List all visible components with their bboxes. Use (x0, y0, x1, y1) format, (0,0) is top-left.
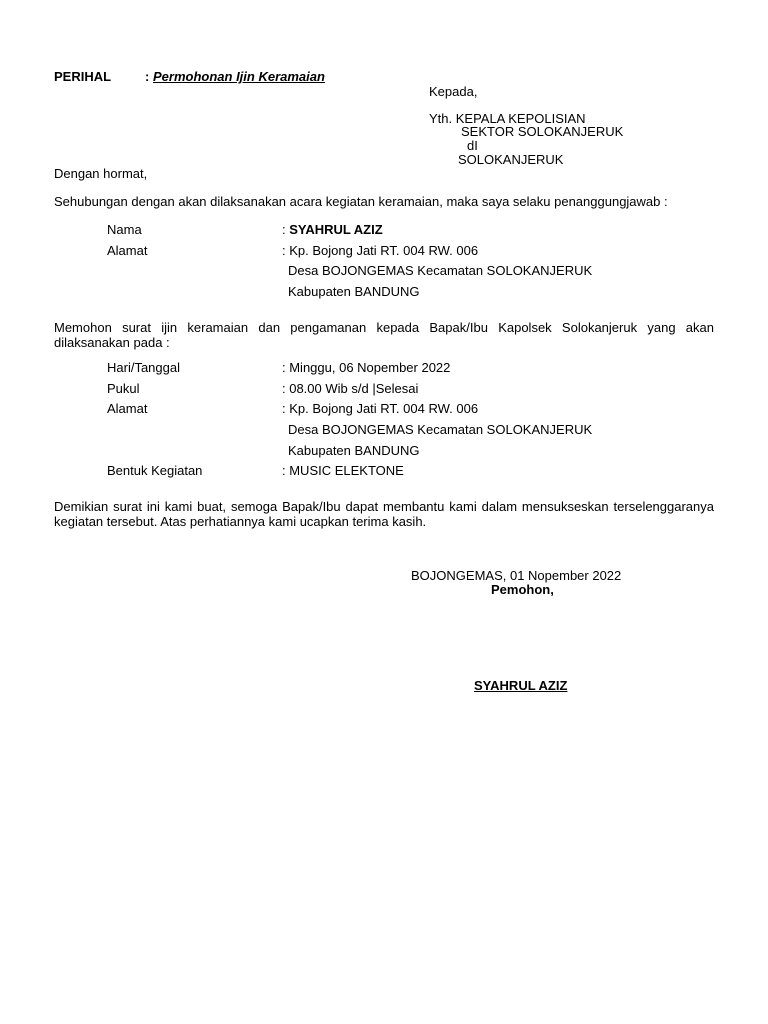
applicant-address-line1: : Kp. Bojong Jati RT. 004 RW. 006 (282, 243, 479, 258)
recipient-kepada: Kepada, (429, 84, 478, 99)
applicant-name-value: SYAHRUL AZIZ (289, 222, 383, 237)
applicant-name-label: Nama (107, 222, 142, 237)
event-time-label: Pukul (107, 381, 140, 396)
signature-name: SYAHRUL AZIZ (474, 678, 568, 693)
recipient-line1: Yth. KEPALA KEPOLISIAN (429, 111, 586, 126)
applicant-name-row (282, 222, 383, 237)
applicant-address-line3: Kabupaten BANDUNG (288, 284, 420, 299)
applicant-address-line2: Desa BOJONGEMAS Kecamatan SOLOKANJERUK (288, 263, 593, 278)
subject-label: PERIHAL (54, 69, 112, 84)
closing-paragraph: Demikian surat ini kami buat, semoga Bapak/Ibu dapat membantu kami dalam mensukseskan terselenggaranya kegiatan tersebut. Atas perhatiannya kami ucapkan terima kasih. (54, 499, 714, 529)
event-date-value: : Minggu, 06 Nopember 2022 (282, 360, 451, 375)
signature-place-date: BOJONGEMAS, 01 Nopember 2022 (411, 568, 622, 583)
event-address-line1: : Kp. Bojong Jati RT. 004 RW. 006 (282, 401, 479, 416)
applicant-name-prefix: : (282, 222, 290, 237)
recipient-line3: dI (467, 138, 478, 153)
event-type-value: : MUSIC ELEKTONE (282, 463, 404, 478)
recipient-line2: SEKTOR SOLOKANJERUK (461, 124, 624, 139)
event-type-label: Bentuk Kegiatan (107, 463, 203, 478)
greeting: Dengan hormat, (54, 166, 148, 181)
recipient-line4: SOLOKANJERUK (458, 152, 564, 167)
subject-value: Permohonan Ijin Keramaian (153, 69, 325, 84)
applicant-address-label: Alamat (107, 243, 148, 258)
event-date-label: Hari/Tanggal (107, 360, 180, 375)
event-address-line2: Desa BOJONGEMAS Kecamatan SOLOKANJERUK (288, 422, 593, 437)
signature-role: Pemohon, (491, 582, 554, 597)
event-time-value: : 08.00 Wib s/d |Selesai (282, 381, 419, 396)
subject-colon: : (145, 69, 150, 84)
request-paragraph: Memohon surat ijin keramaian dan pengamanan kepada Bapak/Ibu Kapolsek Solokanjeruk yang akan dilaksanakan pada : (54, 320, 714, 350)
event-address-line3: Kabupaten BANDUNG (288, 443, 420, 458)
intro-paragraph: Sehubungan dengan akan dilaksanakan acara kegiatan keramaian, maka saya selaku penanggungjawab : (54, 194, 668, 209)
event-address-label: Alamat (107, 401, 148, 416)
